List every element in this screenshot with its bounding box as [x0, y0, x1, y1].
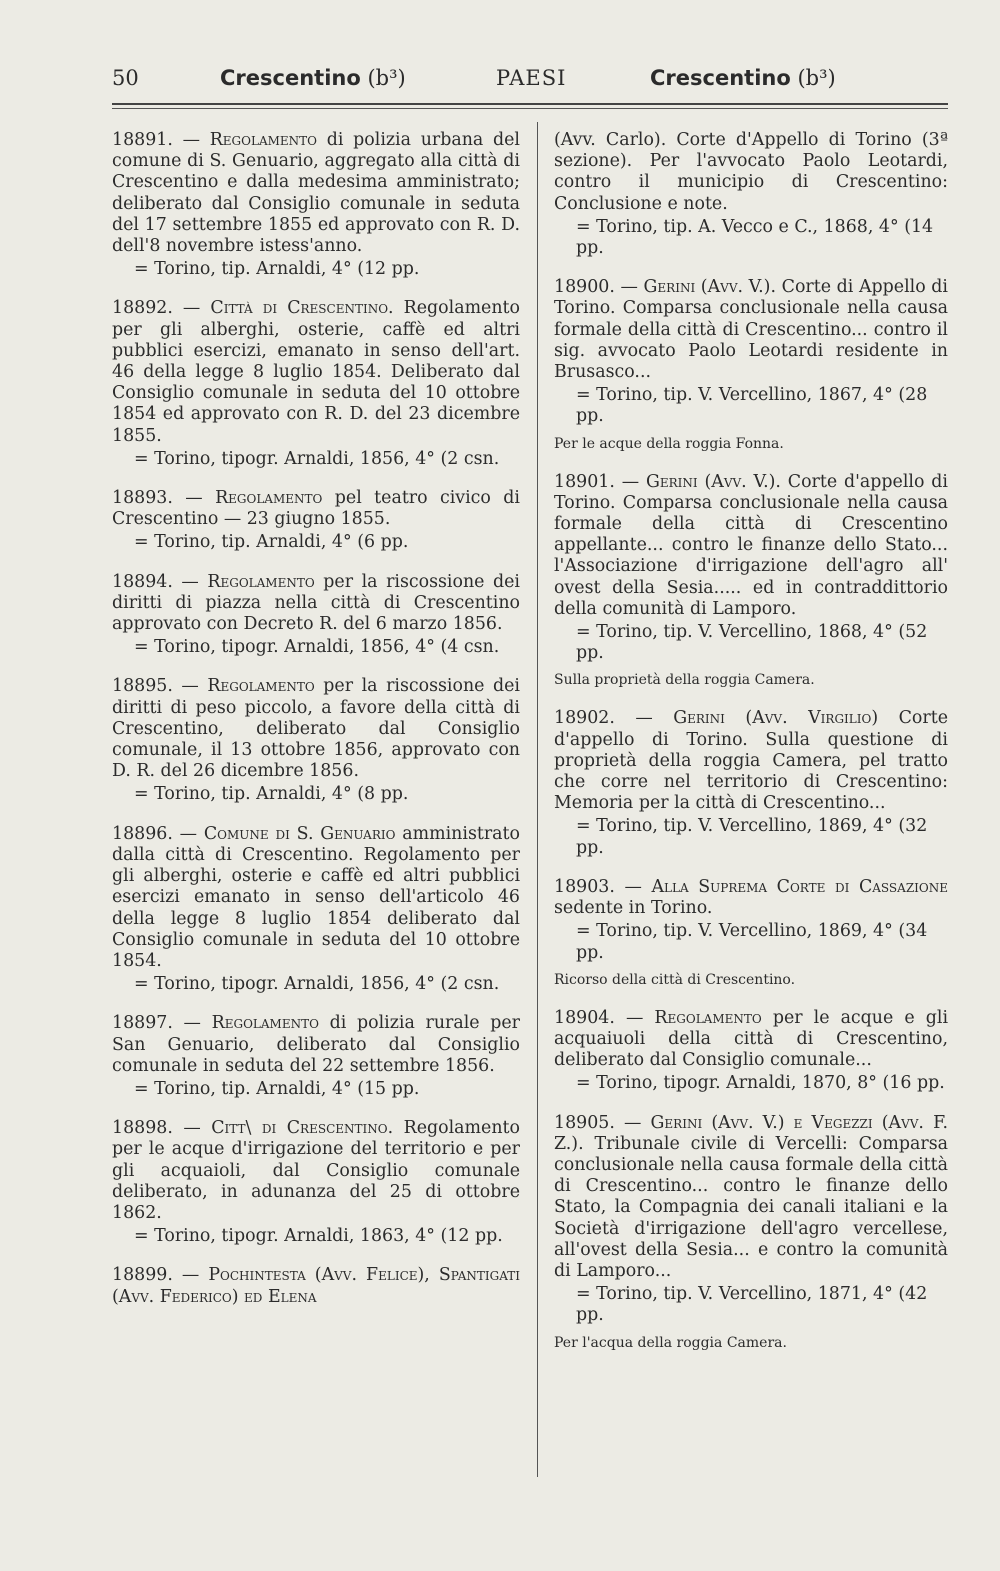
right-column — [554, 130, 948, 1371]
entry-author: Città di Crescentino. — [210, 298, 394, 319]
running-title-left-bold: Crescentino — [220, 66, 361, 90]
running-title-right-bold: Crescentino — [650, 66, 791, 90]
entry-number: 18905. — [554, 1112, 615, 1133]
entry-text: Corte d'appello di Torino. Sulla questione di proprietà della roggia Camera, pel tratto che corre nel territorio di Crescentino: Memoria per la città di Crescentino... — [554, 708, 948, 814]
bibliography-entry — [112, 1118, 520, 1247]
entry-number: 18901. — [554, 471, 615, 492]
entry-number: 18897. — [112, 1013, 173, 1034]
entry-imprint: = Torino, tipogr. Arnaldi, 1863, 4° (12 pp. — [134, 1226, 503, 1247]
entry-text: pel teatro civico di Crescentino — 23 giugno 1855. — [112, 488, 520, 530]
bibliography-entry — [554, 130, 948, 259]
entry-text: Regolamento per gli alberghi, osterie, caffè ed altri pubblici esercizi, emanato in senso dell'art. 46 della legge 8 luglio 1854. Deliberato dal Consiglio comunale in seduta del 10 ottobre 1854 ed approvato con R. D. del 23 dicembre 1855. — [112, 298, 521, 446]
entry-author: Gerini (Avv. V.) e Vegezzi (Avv. F. Z.). — [554, 1112, 948, 1154]
entry-imprint: = Torino, tipogr. Arnaldi, 1856, 4° (2 csn. — [134, 448, 500, 469]
bibliography-entry — [112, 1265, 520, 1307]
running-title-left — [220, 66, 406, 90]
entry-body: 18894. — Regolamento per la riscossione dei diritti di piazza nella città di Crescentino approvato con Decreto R. del 6 marzo 1856. — [112, 571, 520, 635]
entry-body: 18893. — Regolamento pel teatro civico di Crescentino — 23 giugno 1855. — [112, 488, 520, 530]
column-divider — [537, 122, 538, 1477]
entry-author: Gerini (Avv. V.). — [643, 277, 777, 298]
entry-number: 18899. — [112, 1265, 173, 1286]
entry-body: 18899. — Pochintesta (Avv. Felice), Spantigati (Avv. Federico) ed Elena — [112, 1265, 520, 1307]
entry-imprint: = Torino, tip. V. Vercellino, 1869, 4° (32 pp. — [576, 816, 928, 858]
entry-imprint: = Torino, tip. V. Vercellino, 1867, 4° (28 pp. — [576, 385, 928, 427]
entry-note: Ricorso della città di Crescentino. — [554, 971, 796, 988]
bibliography-entry — [112, 1013, 520, 1100]
entry-body: 18898. — Citt\ di Crescentino. Regolamento per le acque d'irrigazione del territorio e per gli acquaioli, dal Consiglio comunale deliberato, in adunanza del 25 di ottobre 1862. — [112, 1118, 520, 1223]
entry-imprint: = Torino, tip. Arnaldi, 4° (15 pp. — [134, 1078, 420, 1099]
entry-number: 18895. — [112, 676, 173, 697]
entry-body: 18905. — Gerini (Avv. V.) e Vegezzi (Avv. F. Z.). Tribunale civile di Vercelli: Comparsa conclusionale nella causa formale della città di Crescentino... contro le finanze dello Stato, la Compagnia dei canali italiani e la Società d'irrigazione dell'agro vercellese, all'ovest della Sesia... e contro la comunità di Lamporo... — [554, 1112, 948, 1281]
entry-text: amministrato dalla città di Crescentino. Regolamento per gli alberghi, osterie e caffè ed altri pubblici esercizi emanato in senso dell'articolo 46 della legge 8 luglio 1854 deliberato dal Consiglio comunale in seduta del 10 ottobre 1854. — [112, 823, 521, 971]
entry-body: 18892. — Città di Crescentino. Regolamento per gli alberghi, osterie, caffè ed altri pubblici esercizi, emanato in senso dell'art. 46 della legge 8 luglio 1854. Deliberato dal Consiglio comunale in seduta del 10 ottobre 1854 ed approvato con R. D. del 23 dicembre 1855. — [112, 298, 521, 446]
header-rule-thick — [112, 103, 948, 105]
entry-author: Regolamento — [207, 571, 315, 592]
running-title-right-suffix: (b³) — [790, 66, 836, 90]
entry-number: 18891. — [112, 130, 173, 150]
entry-imprint: = Torino, tipogr. Arnaldi, 1870, 8° (16 pp. — [576, 1073, 945, 1094]
entry-number: 18898. — [112, 1118, 173, 1139]
entry-imprint: = Torino, tip. V. Vercellino, 1871, 4° (42 pp. — [576, 1284, 928, 1326]
entry-author: Regolamento — [207, 676, 315, 697]
entry-body: 18902. — Gerini (Avv. Virgilio) Corte d'appello di Torino. Sulla questione di proprietà della roggia Camera, pel tratto che corre nel territorio di Crescentino: Memoria per la città di Crescentino... — [554, 708, 948, 814]
entry-note: Per le acque della roggia Fonna. — [554, 435, 784, 452]
entry-body: 18901. — Gerini (Avv. V.). Corte d'appello di Torino. Comparsa conclusionale nella causa formale della città di Crescentino appellante... contro le finanze dello Stato... l'Associazione d'irrigazione dell'agro all' ovest della Sesia..... ed in contraddittorio della comunità di Lamporo. — [554, 471, 948, 619]
entry-text: (Avv. Carlo). Corte d'Appello di Torino (3ª sezione). Per l'avvocato Paolo Leotardi, contro il municipio di Crescentino: Conclusione e note. — [554, 130, 948, 214]
entry-imprint: = Torino, tipogr. Arnaldi, 1856, 4° (2 csn. — [134, 974, 500, 995]
entry-imprint: = Torino, tip. V. Vercellino, 1868, 4° (52 pp. — [576, 622, 928, 664]
entry-note: Sulla proprietà della roggia Camera. — [554, 672, 815, 689]
entry-imprint: = Torino, tip. Arnaldi, 4° (12 pp. — [134, 259, 420, 280]
entry-author: Gerini (Avv. Virgilio) — [673, 708, 879, 729]
bibliography-entry — [112, 298, 520, 470]
bibliography-entry — [112, 572, 520, 659]
entry-number: 18902. — [554, 708, 615, 729]
entry-imprint: = Torino, tip. V. Vercellino, 1869, 4° (34 pp. — [576, 921, 928, 963]
bibliography-entry — [554, 277, 948, 453]
entry-author: Regolamento — [215, 488, 323, 509]
entry-text: Corte d'appello di Torino. Comparsa conclusionale nella causa formale della città di Crescentino appellante... contro le finanze dello Stato... l'Associazione d'irrigazione dell'agro all' ovest della Sesia..... ed in contraddittorio della comunità di Lamporo. — [554, 471, 948, 619]
entry-author: Regolamento — [654, 1007, 762, 1028]
entry-number: 18903. — [554, 876, 615, 897]
entry-text: per le acque e gli acquaiuoli della città di Crescentino, deliberato dal Consiglio comunale... — [554, 1007, 949, 1071]
header-rule-thin — [112, 108, 948, 109]
entry-author: Gerini (Avv. V.). — [645, 471, 781, 492]
bibliography-entry — [554, 472, 948, 691]
entry-imprint: = Torino, tip. Arnaldi, 4° (8 pp. — [134, 784, 409, 805]
entry-body: 18896. — Comune di S. Genuario amministrato dalla città di Crescentino. Regolamento per gli alberghi, osterie e caffè ed altri pubblici esercizi emanato in senso dell'articolo 46 della legge 8 luglio 1854 deliberato dal Consiglio comunale in seduta del 10 ottobre 1854. — [112, 823, 521, 971]
entry-body: 18895. — Regolamento per la riscossione dei diritti di peso piccolo, a favore della città di Crescentino, deliberato dal Consiglio comunale, il 13 ottobre 1856, approvato con D. R. del 26 dicembre 1856. — [112, 676, 520, 782]
entry-body: 18904. — Regolamento per le acque e gli acquaiuoli della città di Crescentino, deliberato dal Consiglio comunale... — [554, 1007, 949, 1071]
entry-author: Citt\ di Crescentino. — [211, 1118, 394, 1139]
bibliography-entry — [112, 824, 520, 996]
running-header — [112, 66, 944, 106]
entry-body — [554, 130, 948, 215]
bibliography-entry — [112, 676, 520, 805]
entry-text: di polizia urbana del comune di S. Genuario, aggregato alla città di Crescentino e dalla medesima amministrato; deliberato dal Consiglio comunale in seduta del 17 settembre 1855 ed approvato con R. D. dell'8 novembre istess'anno. — [112, 130, 520, 257]
entry-author: Regolamento — [209, 130, 318, 150]
entry-text: sedente in Torino. — [554, 898, 713, 919]
entry-body: 18903. — Alla Suprema Corte di Cassazione sedente in Torino. — [554, 876, 948, 919]
entry-number: 18894. — [112, 571, 173, 592]
bibliography-entry — [112, 130, 520, 280]
entry-imprint: = Torino, tip. Arnaldi, 4° (6 pp. — [134, 532, 409, 553]
entry-author: Regolamento — [211, 1013, 319, 1034]
entry-author: Pochintesta (Avv. Felice), Spantigati (Avv. Federico) ed Elena — [112, 1265, 520, 1307]
entry-number: 18900. — [554, 277, 615, 298]
entry-number: 18904. — [554, 1007, 615, 1028]
running-title-right — [650, 66, 836, 90]
entry-body: 18897. — Regolamento di polizia rurale per San Genuario, deliberato dal Consiglio comunale in seduta del 22 settembre 1856. — [112, 1013, 520, 1076]
bibliography-entry — [554, 708, 948, 858]
entry-author: Alla Suprema Corte di Cassazione — [651, 876, 948, 897]
entry-number: 18892. — [112, 298, 173, 319]
entry-author: Comune di S. Genuario — [203, 823, 396, 844]
bibliography-entry — [112, 488, 520, 554]
entry-text: per la riscossione dei diritti di piazza nella città di Crescentino approvato con Decreto R. del 6 marzo 1856. — [112, 571, 520, 635]
entry-text: Corte di Appello di Torino. Comparsa conclusionale nella causa formale della città di Crescentino... contro il sig. avvocato Paolo Leotardi residente in Brusasco... — [554, 277, 948, 383]
entry-body: 18900. — Gerini (Avv. V.). Corte di Appello di Torino. Comparsa conclusionale nella causa formale della città di Crescentino... contro il sig. avvocato Paolo Leotardi residente in Brusasco... — [554, 277, 948, 383]
entry-text: per la riscossione dei diritti di peso piccolo, a favore della città di Crescentino, deliberato dal Consiglio comunale, il 13 ottobre 1856, approvato con D. R. del 26 dicembre 1856. — [112, 676, 520, 782]
entry-number: 18893. — [112, 488, 173, 509]
left-column — [112, 130, 520, 1326]
entry-imprint: = Torino, tip. A. Vecco e C., 1868, 4° (14 pp. — [576, 216, 934, 259]
entry-number: 18896. — [112, 823, 173, 844]
bibliography-entry — [554, 1008, 948, 1095]
entry-text: Regolamento per le acque d'irrigazione del territorio e per gli acquaioli, dal Consiglio comunale deliberato, in adunanza del 25 di ottobre 1862. — [112, 1118, 520, 1223]
entry-body: 18891. — Regolamento di polizia urbana del comune di S. Genuario, aggregato alla città di Crescentino e dalla medesima amministrato; deliberato dal Consiglio comunale in seduta del 17 settembre 1855 ed approvato con R. D. dell'8 novembre istess'anno. — [112, 130, 520, 257]
entry-note: Per l'acqua della roggia Camera. — [554, 1334, 787, 1351]
entry-imprint: = Torino, tipogr. Arnaldi, 1856, 4° (4 csn. — [134, 637, 500, 658]
entry-text: Tribunale civile di Vercelli: Comparsa conclusionale nella causa formale della città di Crescentino... contro le finanze dello Stato, la Compagnia dei canali italiani e la Società d'irrigazione dell'agro vercellese, all'ovest della Sesia... e contro la comunità di Lamporo... — [554, 1133, 948, 1281]
entry-text: di polizia rurale per San Genuario, deliberato dal Consiglio comunale in seduta del 22 settembre 1856. — [112, 1013, 520, 1076]
section-title: PAESI — [496, 66, 567, 90]
page-number: 50 — [112, 66, 139, 90]
bibliography-entry — [554, 877, 948, 990]
bibliography-entry — [554, 1113, 948, 1353]
running-title-left-suffix: (b³) — [360, 66, 406, 90]
